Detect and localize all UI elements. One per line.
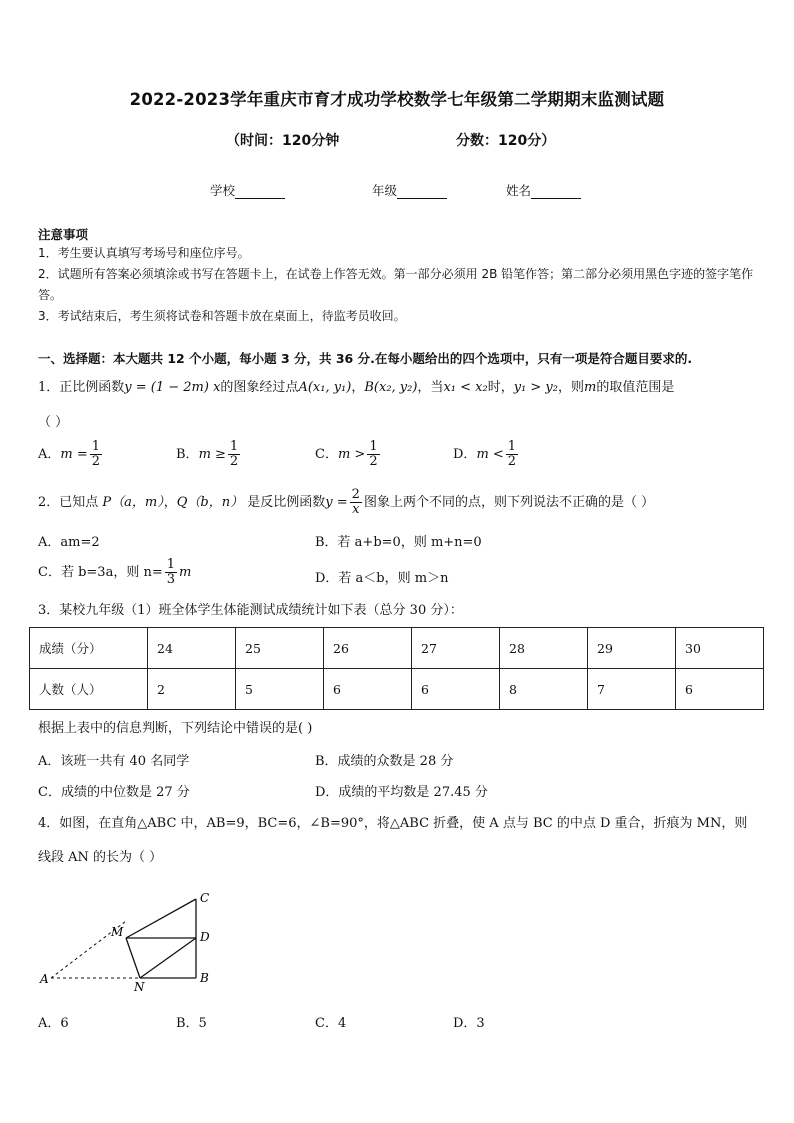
question-1-stem bbox=[38, 377, 674, 399]
table-header-cell: 成绩（分） bbox=[30, 628, 148, 669]
segment-nd bbox=[140, 938, 196, 978]
table-cell: 24 bbox=[148, 628, 236, 669]
field-name bbox=[506, 181, 581, 199]
table-cell: 6 bbox=[412, 669, 500, 710]
table-cell: 6 bbox=[324, 669, 412, 710]
page-title: 2022-2023学年重庆市育才成功学校数学七年级第二学期期末监测试题 bbox=[129, 90, 665, 109]
question-4-stem: 4．如图，在直角△ABC 中，AB=9，BC=6，∠B=90°，将△ABC 折叠，使 A 点与 BC 的中点 D 重合，折痕为 MN，则 bbox=[38, 816, 748, 831]
field-name-label: 姓名 bbox=[506, 183, 532, 198]
q1-sep: ， bbox=[351, 380, 365, 395]
option-label: D． bbox=[453, 447, 477, 462]
table-cell: 27 bbox=[412, 628, 500, 669]
q2-point-p: P（a，m） bbox=[102, 495, 164, 510]
table-cell: 5 bbox=[236, 669, 324, 710]
table-cell: 2 bbox=[148, 669, 236, 710]
label-m: M bbox=[111, 925, 124, 939]
option-relation: m = bbox=[60, 447, 88, 462]
exam-score: 分数：120分） bbox=[456, 133, 556, 149]
table-header-cell: 人数（人） bbox=[30, 669, 148, 710]
fraction-numerator: 1 bbox=[166, 557, 175, 572]
fraction-numerator: 2 bbox=[351, 487, 360, 502]
q2-mid: 是反比例函数 bbox=[247, 495, 326, 510]
field-name-blank[interactable] bbox=[531, 186, 581, 199]
label-n: N bbox=[134, 980, 145, 994]
q1-cond-pre: ，当 bbox=[417, 380, 444, 395]
fraction-denominator: 3 bbox=[166, 572, 175, 587]
fraction bbox=[367, 440, 379, 469]
q4-option-c[interactable]: C．4 bbox=[315, 1016, 347, 1031]
q1-mid: 的图象经过点 bbox=[220, 380, 299, 395]
label-a: A bbox=[40, 972, 49, 986]
q1-option-b[interactable] bbox=[176, 440, 242, 469]
q1-answer-paren: （ ） bbox=[38, 415, 69, 430]
q4-option-a[interactable]: A．6 bbox=[38, 1016, 69, 1031]
table-cell: 7 bbox=[588, 669, 676, 710]
q2-option-c[interactable] bbox=[38, 558, 191, 587]
triangle-diagram bbox=[30, 885, 230, 995]
table-cell: 25 bbox=[236, 628, 324, 669]
table-row bbox=[30, 669, 764, 710]
question-4-stem-cont: 线段 AN 的长为（ ） bbox=[38, 850, 163, 865]
fraction-denominator: 2 bbox=[369, 454, 378, 469]
table-cell: 8 bbox=[500, 669, 588, 710]
q3-option-c[interactable]: C．成绩的中位数是 27 分 bbox=[38, 785, 190, 800]
q4-option-b[interactable]: B．5 bbox=[176, 1016, 207, 1031]
notice-item: 3．考试结束后，考生须将试卷和答题卡放在桌面上，待监考员收回。 bbox=[38, 309, 406, 323]
fraction-numerator: 1 bbox=[91, 439, 101, 454]
table-cell: 28 bbox=[500, 628, 588, 669]
field-grade-label: 年级 bbox=[372, 183, 398, 198]
q1-var: m bbox=[584, 380, 597, 395]
table-cell: 26 bbox=[324, 628, 412, 669]
q1-option-a[interactable] bbox=[38, 440, 104, 469]
fraction-denominator: 2 bbox=[507, 454, 517, 469]
section-heading: 一、选择题：本大题共 12 个小题，每小题 3 分，共 36 分.在每小题给出的四个选项中，只有一项是符合题目要求的. bbox=[38, 351, 693, 366]
q3-option-d[interactable]: D．成绩的平均数是 27.45 分 bbox=[315, 785, 488, 800]
fraction bbox=[228, 440, 240, 469]
q1-function: y = (1 − 2m) x bbox=[124, 380, 221, 395]
question-2-stem: 2．已知点 P（a，m），Q（b，n） 是反比例函数y = $\frac{2}{x}$ 图象上两个不同的点，则下列说法不正确的是（ ） bbox=[38, 487, 655, 517]
fraction-denominator: 2 bbox=[91, 454, 101, 469]
q1-point-a: A(x₁, y₁) bbox=[298, 380, 352, 395]
fraction bbox=[90, 440, 102, 469]
q1-prefix: 1．正比例函数 bbox=[38, 380, 125, 395]
field-grade bbox=[372, 181, 447, 199]
q3-option-b[interactable]: B．成绩的众数是 28 分 bbox=[315, 754, 454, 769]
field-school-blank[interactable] bbox=[235, 186, 285, 199]
q1-cond-mid: 时， bbox=[487, 380, 514, 395]
question-3-stem: 3．某校九年级（1）班全体学生体能测试成绩统计如下表（总分 30 分）： bbox=[38, 603, 463, 618]
field-grade-blank[interactable] bbox=[397, 186, 447, 199]
option-text: m bbox=[179, 565, 192, 580]
field-school-label: 学校 bbox=[210, 183, 236, 198]
table-row bbox=[30, 628, 764, 669]
score-table bbox=[29, 627, 764, 710]
table-cell: 6 bbox=[676, 669, 764, 710]
option-text: C．若 b=3a，则 n= bbox=[38, 565, 163, 580]
fraction-denominator: 2 bbox=[229, 454, 239, 469]
fraction bbox=[165, 558, 177, 587]
field-school bbox=[210, 181, 285, 199]
segment-mc bbox=[126, 899, 196, 938]
option-relation: m > bbox=[337, 447, 366, 462]
fraction bbox=[506, 440, 518, 469]
q1-cond-1: x₁ < x₂ bbox=[443, 380, 488, 395]
notice-item: 1．考生要认真填写考场号和座位序号。 bbox=[38, 246, 250, 260]
q4-option-d[interactable]: D．3 bbox=[453, 1016, 485, 1031]
option-label: C． bbox=[315, 447, 338, 462]
option-label: B． bbox=[176, 447, 199, 462]
q1-point-b: B(x₂, y₂) bbox=[364, 380, 418, 395]
notice-heading: 注意事项 bbox=[38, 227, 89, 242]
notice-item: 2．试题所有答案必须填涂或书写在答题卡上，在试卷上作答无效。第一部分必须用 2B 铅笔作答；第二部分必须用黑色字迹的签字笔作答。 bbox=[38, 267, 754, 302]
fraction-numerator: 1 bbox=[229, 439, 239, 454]
question-3-prompt: 根据上表中的信息判断，下列结论中错误的是( ) bbox=[38, 721, 313, 736]
q2-suffix: 图象上两个不同的点，则下列说法不正确的是（ ） bbox=[363, 495, 655, 510]
option-label: A． bbox=[38, 447, 61, 462]
q1-cond-2: y₁ > y₂ bbox=[513, 380, 558, 395]
q2-prefix: 2．已知点 bbox=[38, 495, 99, 510]
q1-cond-post: ，则 bbox=[557, 380, 584, 395]
q1-option-c[interactable] bbox=[315, 440, 382, 469]
table-cell: 29 bbox=[588, 628, 676, 669]
q2-function-lhs: y = bbox=[325, 495, 348, 510]
label-b: B bbox=[200, 971, 209, 985]
q2-option-d[interactable]: D．若 a＜b，则 m＞n bbox=[315, 571, 449, 586]
q1-suffix: 的取值范围是 bbox=[596, 380, 675, 395]
q2-point-q: Q（b，n） bbox=[176, 495, 244, 510]
q2-option-a[interactable]: A．am=2 bbox=[38, 535, 100, 550]
q2-option-b[interactable]: B．若 a+b=0，则 m+n=0 bbox=[315, 535, 482, 550]
table-cell: 30 bbox=[676, 628, 764, 669]
exam-time: （时间：120分钟 bbox=[226, 133, 340, 149]
label-d: D bbox=[200, 930, 210, 944]
option-relation: m < bbox=[476, 447, 504, 462]
label-c: C bbox=[200, 891, 210, 905]
fraction-denominator: x bbox=[352, 502, 360, 517]
q3-option-a[interactable]: A．该班一共有 40 名同学 bbox=[38, 754, 190, 769]
option-relation: m ≥ bbox=[198, 447, 226, 462]
q1-option-d[interactable] bbox=[453, 440, 520, 469]
segment-mn bbox=[126, 938, 140, 978]
fraction-numerator: 1 bbox=[507, 439, 517, 454]
fraction bbox=[350, 488, 362, 517]
fraction-numerator: 1 bbox=[369, 439, 378, 454]
